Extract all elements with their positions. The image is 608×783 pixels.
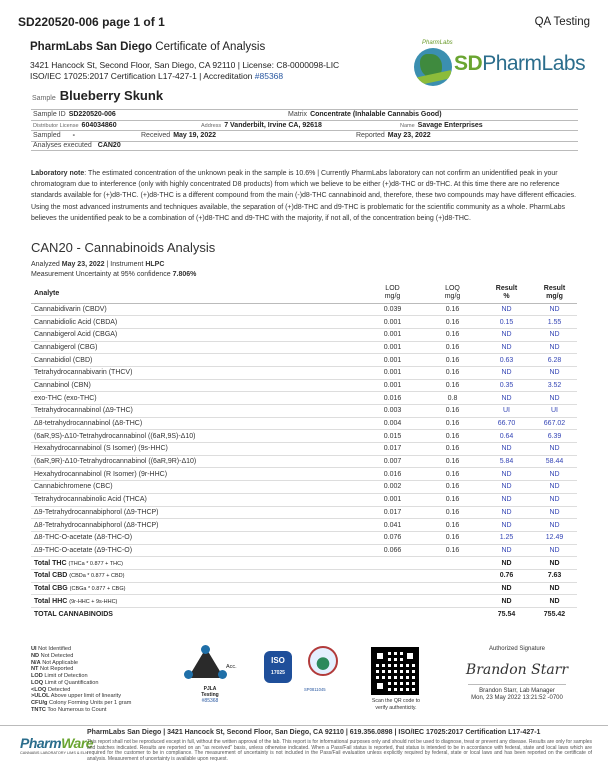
name-label: Name (400, 122, 415, 129)
result-mgg: ND (529, 468, 577, 481)
result-row (31, 303, 577, 316)
analyte-name: Hexahydrocannabinol (R Isomer) (9r-HHC) (31, 468, 361, 481)
loq-value: 0.16 (421, 493, 481, 506)
iso-badge (264, 651, 292, 683)
qa-testing-label: QA Testing (534, 16, 590, 28)
total-row (31, 582, 577, 595)
lod-value: 0.039 (361, 303, 421, 316)
footer-divider (0, 725, 608, 726)
loq-value: 0.16 (421, 405, 481, 418)
signature-date: Mon, 23 May 2022 13:21:52 -0700 (471, 695, 563, 701)
result-mgg: 12.49 (529, 531, 577, 544)
name-value: Savage Enterprises (417, 121, 483, 129)
analyte-name: Cannabigerol Acid (CBGA) (31, 328, 361, 341)
sampled-label: Sampled (33, 132, 61, 140)
lod-value: 0.007 (361, 455, 421, 468)
result-percent: 0.35 (481, 379, 529, 392)
result-row (31, 328, 577, 341)
analyte-name: Cannabigerol (CBG) (31, 341, 361, 354)
result-mgg: ND (529, 341, 577, 354)
uncertainty-label: Measurement Uncertainty at 95% confidence (31, 271, 171, 278)
cannabinoid-results (31, 284, 577, 620)
analyte-name: Tetrahydrocannabivarin (THCV) (31, 366, 361, 379)
total-mgg: ND (529, 582, 577, 595)
analyte-name: Tetrahydrocannabinol (Δ9-THC) (31, 405, 361, 418)
loq-header: LOQ mg/g (421, 284, 481, 303)
analyte-name: Cannabidiolic Acid (CBDA) (31, 316, 361, 329)
result-mgg: ND (529, 366, 577, 379)
document-type: Certificate of Analysis (155, 41, 266, 53)
loq-value: 0.16 (421, 303, 481, 316)
result-percent: 66.70 (481, 417, 529, 430)
accreditation-link[interactable]: #85368 (254, 71, 284, 81)
total-percent: ND (481, 595, 529, 608)
logo-wordmark: SDPharmLabs (454, 52, 586, 75)
total-cannabinoids-percent: 75.54 (497, 610, 516, 618)
sample-id-value: SD220520-006 (68, 111, 116, 119)
info-row (31, 109, 578, 120)
result-mgg: 667.02 (529, 417, 577, 430)
lod-value: 0.076 (361, 531, 421, 544)
total-name: Total CBG (CBGa * 0.877 + CBG) (31, 582, 361, 595)
loq-value: 0.16 (421, 417, 481, 430)
analyte-name: Cannabichromene (CBC) (31, 481, 361, 494)
loq-value: 0.16 (421, 328, 481, 341)
pharmware-logo: PharmWare CANNABIS LABORATORY LIMS & ELN (20, 735, 94, 755)
signature-label: Authorized Signature (488, 646, 546, 652)
lod-value: 0.001 (361, 493, 421, 506)
total-cannabinoids-row (31, 608, 577, 621)
legend-item: LOQ Limit of Quantification (31, 679, 99, 686)
sdpharmlabs-logo (410, 40, 586, 84)
result-row (31, 443, 577, 456)
result-mgg: 58.44 (529, 455, 577, 468)
analysis-title: CAN20 - Cannabinoids Analysis (31, 240, 216, 255)
result-percent: ND (481, 341, 529, 354)
total-name: Total HHC (9r-HHC + 9s-HHC) (31, 595, 361, 608)
analyte-name: Δ9-Tetrahydrocannabiphorol (Δ9-THCP) (31, 506, 361, 519)
total-row (31, 557, 577, 570)
analyte-header: Analyte (31, 284, 361, 303)
result-mgg: UI (529, 405, 577, 418)
legend-item: LOD Limit of Detection (31, 673, 88, 679)
result-row (31, 531, 577, 544)
abbreviation-legend (31, 646, 143, 714)
result-row (31, 430, 577, 443)
total-row (31, 595, 577, 608)
top-bar (18, 14, 590, 30)
loq-value: 0.16 (421, 455, 481, 468)
lab-iso-line (30, 71, 410, 82)
lab-header (30, 41, 410, 82)
analyzed-label: Analyzed (31, 261, 60, 268)
analyte-name: (6aR,9S)-Δ10-Tetrahydrocannabinol ((6aR,9S)-Δ10) (31, 430, 361, 443)
lod-value: 0.004 (361, 417, 421, 430)
iso-badge-number: 17025 (271, 670, 285, 676)
sampled-value: - (72, 132, 75, 140)
analyte-name: Cannabinol (CBN) (31, 379, 361, 392)
result-percent: ND (481, 519, 529, 532)
matrix-label: Matrix (288, 111, 308, 119)
legend-item: >ULOL Above upper limit of linearity (31, 693, 122, 700)
sample-info-table (31, 109, 578, 151)
total-row (31, 569, 577, 582)
result-percent: ND (481, 493, 529, 506)
iso-certification: ISO/IEC 17025:2017 Certification L17-427-1 | Accreditation (30, 71, 255, 81)
lod-value: 0.001 (361, 341, 421, 354)
sample-heading (32, 88, 163, 103)
pjla-acc: Acc. (226, 664, 237, 670)
result-mgg: ND (529, 519, 577, 532)
result-mgg: ND (529, 544, 577, 557)
lod-value: 0.001 (361, 328, 421, 341)
handwritten-signature: Brandon Starr (465, 662, 569, 678)
lab-name: PharmLabs San Diego (30, 41, 153, 53)
lod-value: 0.003 (361, 405, 421, 418)
lod-value: 0.017 (361, 506, 421, 519)
result-percent: 1.25 (481, 531, 529, 544)
pharmware-tagline: CANNABIS LABORATORY LIMS & ELN (20, 751, 88, 755)
result-row (31, 366, 577, 379)
total-mgg: ND (529, 595, 577, 608)
loq-value: 0.16 (421, 379, 481, 392)
result-row (31, 379, 577, 392)
legend-item: TNTC Too Numerous to Count (31, 706, 107, 713)
total-mgg: 7.63 (529, 569, 577, 582)
analyte-name: Cannabidiol (CBD) (31, 354, 361, 367)
result-mgg: ND (529, 328, 577, 341)
info-row (31, 120, 578, 131)
analyzed-date: May 23, 2022 (61, 261, 105, 268)
loq-value: 0.16 (421, 443, 481, 456)
lod-value: 0.016 (361, 392, 421, 405)
lab-title (30, 41, 410, 53)
result-mgg: ND (529, 493, 577, 506)
qr-code[interactable] (371, 647, 419, 695)
results-table (31, 284, 577, 620)
uncertainty-value: 7.806% (172, 271, 197, 278)
result-mgg: ND (529, 443, 577, 456)
analyte-name: Cannabidivarin (CBDV) (31, 303, 361, 316)
legend-item: ND Not Detected (31, 652, 74, 659)
instrument-label: | Instrument (106, 261, 144, 268)
sample-id-label: Sample ID (33, 111, 66, 119)
sample-name: Blueberry Skunk (59, 88, 164, 103)
matrix-value: Concentrate (Inhalable Cannabis Good) (310, 111, 442, 119)
analyte-name: exo-THC (exo-THC) (31, 392, 361, 405)
address-label: Address (201, 122, 222, 129)
result-percent: ND (481, 544, 529, 557)
distributor-label: Distributor License (33, 122, 79, 129)
lod-value: 0.015 (361, 430, 421, 443)
result-mgg: ND (529, 506, 577, 519)
lod-value: 0.041 (361, 519, 421, 532)
lod-header: LOD mg/g (361, 284, 421, 303)
loq-value: 0.8 (421, 392, 481, 405)
result-mgg: 1.55 (529, 316, 577, 329)
loq-value: 0.16 (421, 430, 481, 443)
note-label: Laboratory note (31, 170, 85, 177)
total-mgg: ND (529, 557, 577, 570)
signer-name: Brandon Starr, Lab Manager (479, 688, 555, 694)
total-name: Total THC (THCa * 0.877 + THC) (31, 557, 361, 570)
lod-value: 0.002 (361, 481, 421, 494)
legend-item: N/A Not Applicable (31, 659, 78, 666)
result-mgg: ND (529, 392, 577, 405)
analyte-name: (6aR,9R)-Δ10-Tetrahydrocannabinol ((6aR,9R)-Δ10) (31, 455, 361, 468)
result-percent: 0.15 (481, 316, 529, 329)
total-percent: ND (481, 557, 529, 570)
result-percent: 0.63 (481, 354, 529, 367)
distributor-value: 604034860 (81, 121, 117, 129)
lod-value: 0.016 (361, 468, 421, 481)
analyte-name: Δ8-THC-O-acetate (Δ8-THC-O) (31, 531, 361, 544)
result-row (31, 341, 577, 354)
signature-block (452, 646, 582, 702)
lod-value: 0.017 (361, 443, 421, 456)
globe-icon (414, 48, 452, 86)
lod-value: 0.001 (361, 354, 421, 367)
laboratory-note (31, 168, 578, 224)
result-row (31, 354, 577, 367)
qr-caption: Scan the QR code to verify authenticity. (371, 698, 421, 711)
total-cannabinoids-mgg: 755.42 (543, 610, 566, 618)
lab-address: 3421 Hancock St, Second Floor, San Diego, CA 92110 | License: C8-0000098-LIC (30, 60, 340, 70)
result-mgg-header: Result mg/g (529, 284, 577, 303)
document-id: SD220520-006 page 1 of 1 (18, 15, 165, 29)
result-percent: ND (481, 468, 529, 481)
result-row (31, 481, 577, 494)
result-mgg: 6.39 (529, 430, 577, 443)
result-mgg: 6.28 (529, 354, 577, 367)
analyses-executed-label: Analyses executed (33, 142, 92, 150)
result-percent-header: Result % (481, 284, 529, 303)
results-header-row (31, 284, 577, 303)
analyte-name: Tetrahydrocannabinolic Acid (THCA) (31, 493, 361, 506)
analyte-name: Δ9-THC-O-acetate (Δ9-THC-O) (31, 544, 361, 557)
pjla-accreditation-badge (180, 648, 240, 706)
loq-value: 0.16 (421, 544, 481, 557)
info-row (31, 130, 578, 141)
result-percent: ND (481, 506, 529, 519)
iso-badge-text: ISO (271, 656, 285, 665)
result-percent: UI (481, 405, 529, 418)
result-percent: 0.64 (481, 430, 529, 443)
result-row (31, 468, 577, 481)
legend-item: CFU/g Colony Forming Units per 1 gram (31, 700, 132, 706)
result-percent: 5.84 (481, 455, 529, 468)
result-percent: ND (481, 443, 529, 456)
footer-disclaimer: This report shall not be reproduced except in full, without the written approval of the lab. This report is for informational purposes only and should not be used to diagnose, treat or prevent any disease. Results are only for samples and batches indicated. Results are reported on an "as received" basis, unless otherwise indicated. When a Pass/Fail status is reported, that status is intended to be in accordance with federal, state and local laws which are required for the customer to be in compliance. The measurement of uncertainty is not included in the Pass/Fail evaluation unless explicitly required by federal, state or local laws and has been reported on the certificate of analysis. Measurement of uncertainty is available upon request. (87, 739, 592, 762)
result-row (31, 544, 577, 557)
result-row (31, 417, 577, 430)
legend-item: NT Not Reported (31, 666, 74, 673)
lod-value: 0.001 (361, 366, 421, 379)
loq-value: 0.16 (421, 481, 481, 494)
result-row (31, 392, 577, 405)
loq-value: 0.16 (421, 468, 481, 481)
logo-small-text: PharmLabs (422, 40, 453, 46)
loq-value: 0.16 (421, 506, 481, 519)
total-name: Total CBD (CBDa * 0.877 + CBD) (31, 569, 361, 582)
reported-value: May 23, 2022 (387, 132, 431, 140)
total-percent: ND (481, 582, 529, 595)
received-value: May 19, 2022 (173, 132, 216, 140)
loq-value: 0.16 (421, 316, 481, 329)
result-percent: ND (481, 392, 529, 405)
address-value: 7 Vanderbilt, Irvine CA, 92618 (224, 121, 322, 129)
info-row (31, 141, 578, 152)
analysis-meta (31, 260, 196, 280)
result-percent: ND (481, 481, 529, 494)
result-mgg: ND (529, 481, 577, 494)
note-text: : The estimated concentration of the unknown peak in the sample is 10.6% | Currently PharmLabs laboratory can not confirm an unidentified peak in your chromatogram due to interference (only with highly concentrated D8 products) from which we believe to be either (+)d8-THC or d9-THC. At this time there are no reference standards available for (+)d8-THC. (+)d8-THC is a different compound from the main (-)d8-THC cannabinoid and, therefore, these two compounds may have different efficacies. Using the most advanced instruments and techniques available, the separation of (+)d8-THC and d9-THC is problematic for the scientific community as a whole. PharmLabs believes the unidentified peak to be a combination of (+)d8-THC and d9-THC with the majority, if not all, of the concentration being (+)d8-THC. (31, 170, 577, 222)
loq-value: 0.16 (421, 366, 481, 379)
result-mgg: 3.52 (529, 379, 577, 392)
analyte-name: Δ8-tetrahydrocannabinol (Δ8-THC) (31, 417, 361, 430)
total-percent: 0.76 (481, 569, 529, 582)
loq-value: 0.16 (421, 341, 481, 354)
seal-caption: SP0811045 (304, 687, 326, 692)
loq-value: 0.16 (421, 354, 481, 367)
analyte-name: Δ8-Tetrahydrocannabiphorol (Δ8-THCP) (31, 519, 361, 532)
reported-label: Reported (356, 132, 385, 140)
instrument-value: HLPC (145, 261, 165, 268)
result-percent: ND (481, 366, 529, 379)
analyses-executed-value: CAN20 (97, 142, 121, 150)
result-percent: ND (481, 303, 529, 316)
sample-label: Sample (32, 95, 56, 102)
pjla-caption: PJLA Testing #85368 (201, 686, 219, 704)
footer-address: PharmLabs San Diego | 3421 Hancock St, Second Floor, San Diego, CA 92110 | 619.356.0898 | ISO/IEC 17025:2017 Certification L17-427-1 (87, 729, 541, 736)
lod-value: 0.001 (361, 316, 421, 329)
analyte-name: Hexahydrocannabinol (S Isomer) (9s-HHC) (31, 443, 361, 456)
loq-value: 0.16 (421, 519, 481, 532)
result-row (31, 506, 577, 519)
lod-value: 0.001 (361, 379, 421, 392)
legend-item: <LOQ Detected (31, 686, 71, 693)
loq-value: 0.16 (421, 531, 481, 544)
result-row (31, 493, 577, 506)
legend-item: UI Not Identified (31, 646, 72, 652)
lod-value: 0.066 (361, 544, 421, 557)
result-row (31, 519, 577, 532)
result-row (31, 405, 577, 418)
cannabis-seal-icon (308, 646, 338, 676)
total-cannabinoids-label: TOTAL CANNABINOIDS (34, 610, 113, 618)
received-label: Received (141, 132, 171, 140)
result-mgg: ND (529, 303, 577, 316)
result-percent: ND (481, 328, 529, 341)
result-row (31, 455, 577, 468)
result-row (31, 316, 577, 329)
